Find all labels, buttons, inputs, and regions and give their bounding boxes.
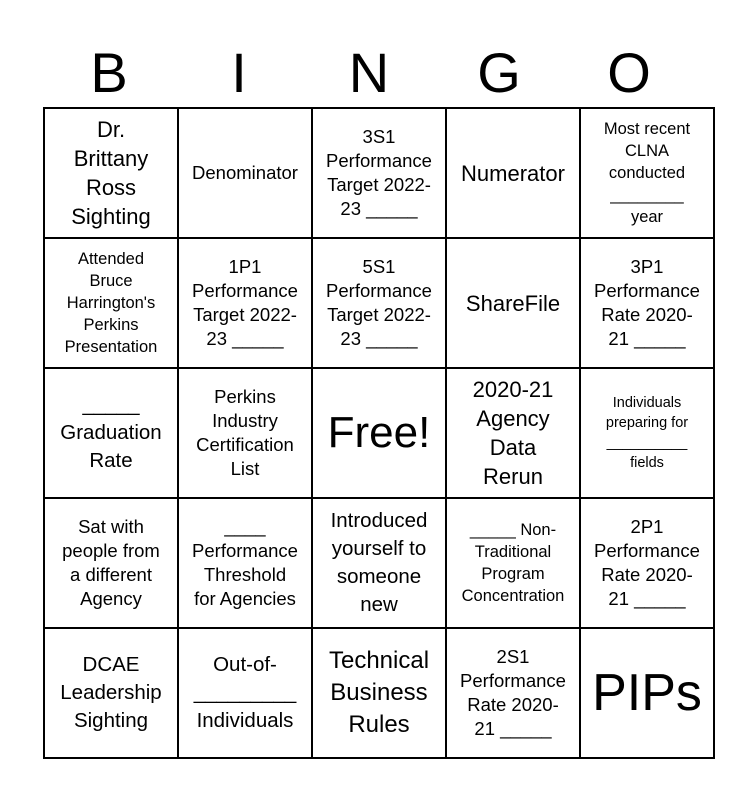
cell-text: _____ Non- Traditional Program Concentration: [461, 521, 565, 605]
free-space-cell[interactable]: [312, 368, 446, 498]
cell-text: _____ Graduation Rate: [60, 393, 162, 472]
bingo-cell[interactable]: [446, 368, 580, 498]
bingo-cell[interactable]: [178, 108, 312, 238]
bingo-cell[interactable]: [178, 498, 312, 628]
bingo-cell[interactable]: [44, 628, 178, 758]
bingo-cell[interactable]: [580, 368, 714, 498]
cell-text: 3P1 Performance Rate 2020- 21 _____: [594, 256, 700, 349]
header-letter-b: B: [90, 41, 128, 104]
header-letter-i: I: [231, 41, 247, 104]
cell-text: Perkins Industry Certification List: [196, 386, 294, 479]
bingo-cell[interactable]: [44, 238, 178, 368]
bingo-cell[interactable]: [178, 628, 312, 758]
bingo-cell[interactable]: [312, 238, 446, 368]
cell-text: 2020-21 Agency Data Rerun: [472, 377, 554, 489]
bingo-cell[interactable]: [312, 628, 446, 758]
bingo-cell[interactable]: [44, 498, 178, 628]
cell-text: 5S1 Performance Target 2022- 23 _____: [326, 256, 432, 349]
cell-text: Sat with people from a different Agency: [62, 516, 160, 609]
cell-text: 3S1 Performance Target 2022- 23 _____: [326, 126, 432, 219]
cell-text: Denominator: [192, 162, 298, 183]
cell-text: DCAE Leadership Sighting: [60, 653, 162, 732]
cell-text: Attended Bruce Harrington's Perkins Presentation: [64, 250, 158, 356]
cell-text: PIPs: [592, 664, 702, 722]
cell-text: Numerator: [461, 160, 565, 186]
bingo-cell[interactable]: [44, 108, 178, 238]
cell-text: Introduced yourself to someone new: [330, 509, 428, 616]
bingo-row: [44, 238, 714, 368]
bingo-row: [44, 498, 714, 628]
header-letter-n: N: [348, 41, 390, 104]
free-space-text: Free!: [327, 408, 431, 457]
bingo-row: [44, 368, 714, 498]
cell-text: Most recent CLNA conducted ________ year: [603, 120, 691, 226]
bingo-cell[interactable]: [446, 498, 580, 628]
header-letter-g: G: [477, 41, 521, 104]
bingo-cell[interactable]: [580, 498, 714, 628]
bingo-row: [44, 628, 714, 758]
bingo-cell[interactable]: [312, 498, 446, 628]
cell-text: ____ Performance Threshold for Agencies: [192, 516, 298, 609]
bingo-cell[interactable]: [446, 628, 580, 758]
bingo-cell[interactable]: [178, 238, 312, 368]
bingo-header: [44, 40, 694, 106]
bingo-cell[interactable]: [446, 108, 580, 238]
bingo-card-grid: [43, 107, 715, 759]
cell-text: ShareFile: [465, 290, 561, 316]
cell-text: 2S1 Performance Rate 2020- 21 _____: [460, 646, 566, 739]
bingo-cell[interactable]: [580, 628, 714, 758]
bingo-cell[interactable]: [446, 238, 580, 368]
header-letter-o: O: [607, 41, 651, 104]
bingo-cell[interactable]: [312, 108, 446, 238]
bingo-cell[interactable]: [580, 238, 714, 368]
bingo-row: [44, 108, 714, 238]
cell-text: Dr. Brittany Ross Sighting: [71, 117, 151, 229]
bingo-cell[interactable]: [178, 368, 312, 498]
cell-text: Out-of- _________ Individuals: [193, 653, 297, 732]
cell-text: Individuals preparing for __________ fields: [605, 395, 689, 471]
cell-text: 2P1 Performance Rate 2020- 21 _____: [594, 516, 700, 609]
cell-text: 1P1 Performance Target 2022- 23 _____: [192, 256, 298, 349]
cell-text: Technical Business Rules: [328, 647, 430, 738]
bingo-cell[interactable]: [44, 368, 178, 498]
bingo-cell[interactable]: [580, 108, 714, 238]
